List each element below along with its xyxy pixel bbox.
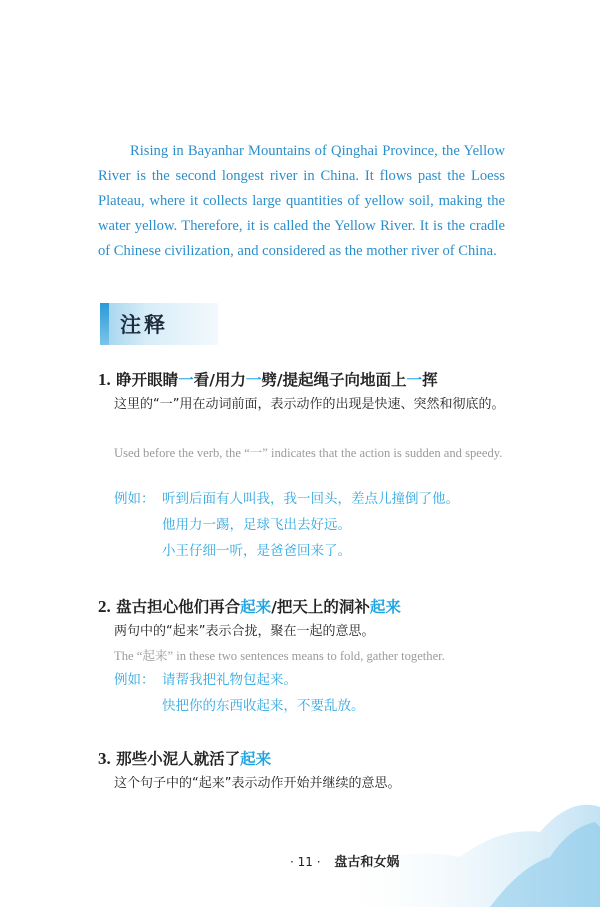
heading-part: 睁开眼睛 bbox=[116, 371, 179, 389]
heading-part: 劈/提起绳子向地面上 bbox=[261, 371, 407, 389]
note-3-heading bbox=[98, 747, 271, 769]
page-footer bbox=[290, 851, 399, 870]
heading-part: 看/用力 bbox=[193, 371, 246, 389]
banner-accent-bar bbox=[100, 303, 109, 345]
note-1-example: 他用力一踢，足球飞出去好远。 bbox=[162, 517, 351, 533]
heading-part: 那些小泥人就活了 bbox=[116, 750, 241, 768]
heading-highlight: 起来 bbox=[369, 598, 401, 616]
heading-highlight: 起来 bbox=[240, 598, 272, 616]
note-3-explanation-zh: 这个句子中的“起来”表示动作开始并继续的意思。 bbox=[114, 776, 401, 791]
note-1-explanation-zh: 这里的“一”用在动词前面，表示动作的出现是快速、突然和彻底的。 bbox=[114, 397, 505, 412]
note-2-example: 快把你的东西收起来，不要乱放。 bbox=[162, 698, 365, 714]
note-2-explanation-en: The “起来” in these two sentences means to fold, gather together. bbox=[114, 649, 445, 663]
heading-highlight: 一 bbox=[178, 371, 194, 389]
page-number: · 11 · bbox=[290, 855, 321, 869]
heading-highlight: 一 bbox=[406, 371, 423, 389]
note-number: 3. bbox=[98, 749, 111, 768]
mountain-illustration bbox=[350, 787, 600, 907]
heading-highlight: 一 bbox=[245, 371, 262, 389]
note-1-explanation-en: Used before the verb, the “一” indicates that the action is sudden and speedy. bbox=[114, 446, 503, 460]
heading-highlight: 起来 bbox=[240, 750, 272, 768]
note-2-example: 请帮我把礼物包起来。 bbox=[162, 672, 297, 688]
note-1-example-label: 例如： bbox=[114, 491, 155, 507]
chapter-title: 盘古和女娲 bbox=[334, 855, 400, 870]
section-title: 注释 bbox=[120, 312, 168, 337]
note-1-heading bbox=[98, 368, 438, 390]
note-2-explanation-zh: 两句中的“起来”表示合拢，聚在一起的意思。 bbox=[114, 624, 375, 639]
heading-part: 盘古担心他们再合 bbox=[116, 598, 241, 616]
intro-paragraph: Rising in Bayanhar Mountains of Qinghai Province, the Yellow River is the second longest river in China. It flows past the Loess Plateau, where it collects large quantities of yellow soil, making the water yellow. Therefore, it is called the Yellow River. It is the cradle of Chinese civilization, and considered as the mother river of China. bbox=[98, 142, 505, 260]
section-banner bbox=[100, 303, 218, 345]
heading-part: /把天上的洞补 bbox=[271, 598, 370, 616]
note-1-example: 听到后面有人叫我，我一回头，差点儿撞倒了他。 bbox=[162, 491, 459, 507]
note-2-heading bbox=[98, 595, 401, 617]
note-number: 1. bbox=[98, 370, 111, 389]
heading-part: 挥 bbox=[422, 371, 438, 389]
note-1-example: 小王仔细一听，是爸爸回来了。 bbox=[162, 543, 351, 559]
note-2-example-label: 例如： bbox=[114, 672, 155, 688]
note-number: 2. bbox=[98, 597, 111, 616]
